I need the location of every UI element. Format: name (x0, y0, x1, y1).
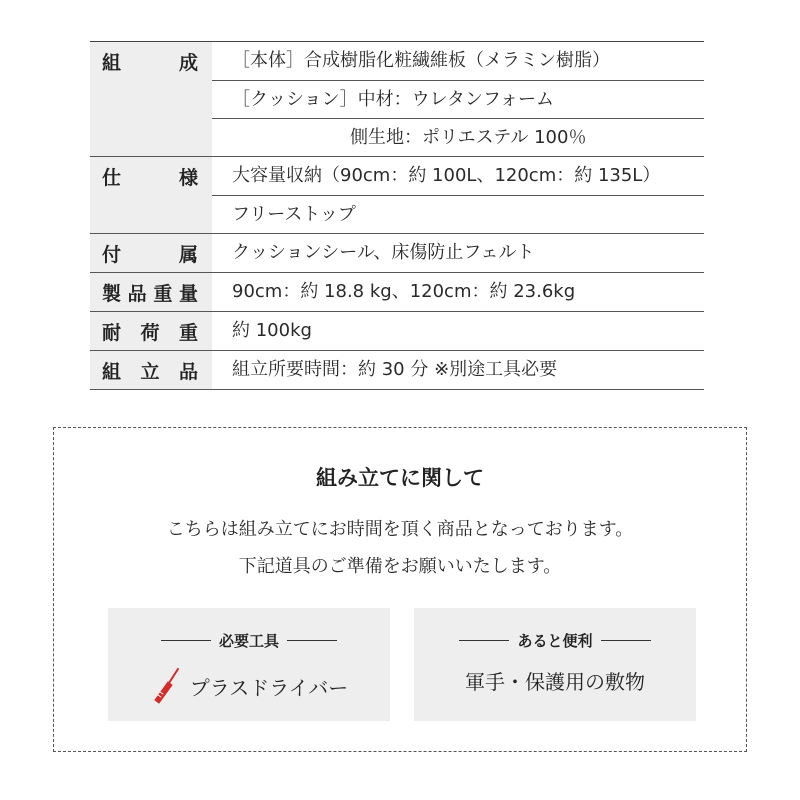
spec-value: ［クッション］中材：ウレタンフォーム (212, 80, 704, 118)
spec-label-char: 仕 (102, 166, 122, 189)
handy-items-card (414, 608, 696, 721)
spec-label (90, 42, 212, 156)
spec-value: 約 100kg (232, 320, 312, 341)
spec-row-composition (90, 42, 704, 157)
spec-value: 90cm：約 18.8 kg、120cm：約 23.6kg (232, 281, 576, 302)
assembly-description: 下記道具のご準備をお願いいたします。 (238, 556, 562, 577)
spec-label-char: 重 (153, 282, 173, 305)
screwdriver-icon (150, 666, 184, 706)
spec-label (90, 234, 212, 272)
card-heading-text: あると便利 (517, 632, 593, 650)
assembly-note-box (53, 427, 747, 752)
spec-label (90, 157, 212, 233)
spec-label-char: 組 (102, 51, 122, 74)
spec-value: 組立所要時間：約 30 分 ※別途工具必要 (232, 359, 558, 380)
card-item (108, 666, 390, 706)
spec-label-char: 重 (178, 321, 198, 344)
spec-value: フリーストップ (212, 195, 704, 233)
spec-value: 側生地：ポリエステル 100％ (212, 118, 704, 156)
spec-label-char: 組 (102, 360, 122, 383)
spec-value: ［本体］合成樹脂化粧繊維板（メラミン樹脂） (232, 50, 610, 71)
spec-row-assembly (90, 351, 704, 390)
spec-label-char: 品 (127, 282, 147, 305)
spec-label-char: 様 (178, 166, 198, 189)
tool-name: 軍手・保護用の敷物 (465, 670, 645, 694)
spec-label (90, 312, 212, 350)
spec-label-char: 成 (178, 51, 198, 74)
assembly-description: こちらは組み立てにお時間を頂く商品となっております。 (166, 519, 634, 540)
divider (459, 640, 509, 641)
spec-label-char: 属 (178, 243, 198, 266)
divider (161, 640, 211, 641)
spec-label-char: 量 (178, 282, 198, 305)
spec-label-char: 付 (102, 243, 122, 266)
card-heading (414, 630, 696, 651)
divider (601, 640, 651, 641)
spec-row-accessories (90, 234, 704, 273)
spec-row-weight (90, 273, 704, 312)
spec-label-char: 荷 (140, 321, 160, 344)
spec-label-char: 品 (178, 360, 198, 383)
divider (287, 640, 337, 641)
spec-label-char: 製 (102, 282, 122, 305)
card-heading-text: 必要工具 (218, 632, 279, 650)
spec-label-char: 耐 (102, 321, 122, 344)
card-item (414, 666, 696, 695)
spec-row-specification (90, 157, 704, 234)
assembly-title: 組み立てに関して (316, 466, 484, 490)
spec-label (90, 273, 212, 311)
spec-table (90, 41, 704, 390)
spec-row-load-capacity (90, 312, 704, 351)
card-heading (108, 630, 390, 651)
required-tools-card (108, 608, 390, 721)
spec-value: クッションシール、床傷防止フェルト (232, 242, 535, 263)
spec-value: 大容量収納（90cm：約 100L、120cm：約 135L） (232, 165, 661, 186)
spec-label-char: 立 (140, 360, 160, 383)
spec-label (90, 351, 212, 389)
tool-name: プラスドライバー (189, 675, 349, 700)
